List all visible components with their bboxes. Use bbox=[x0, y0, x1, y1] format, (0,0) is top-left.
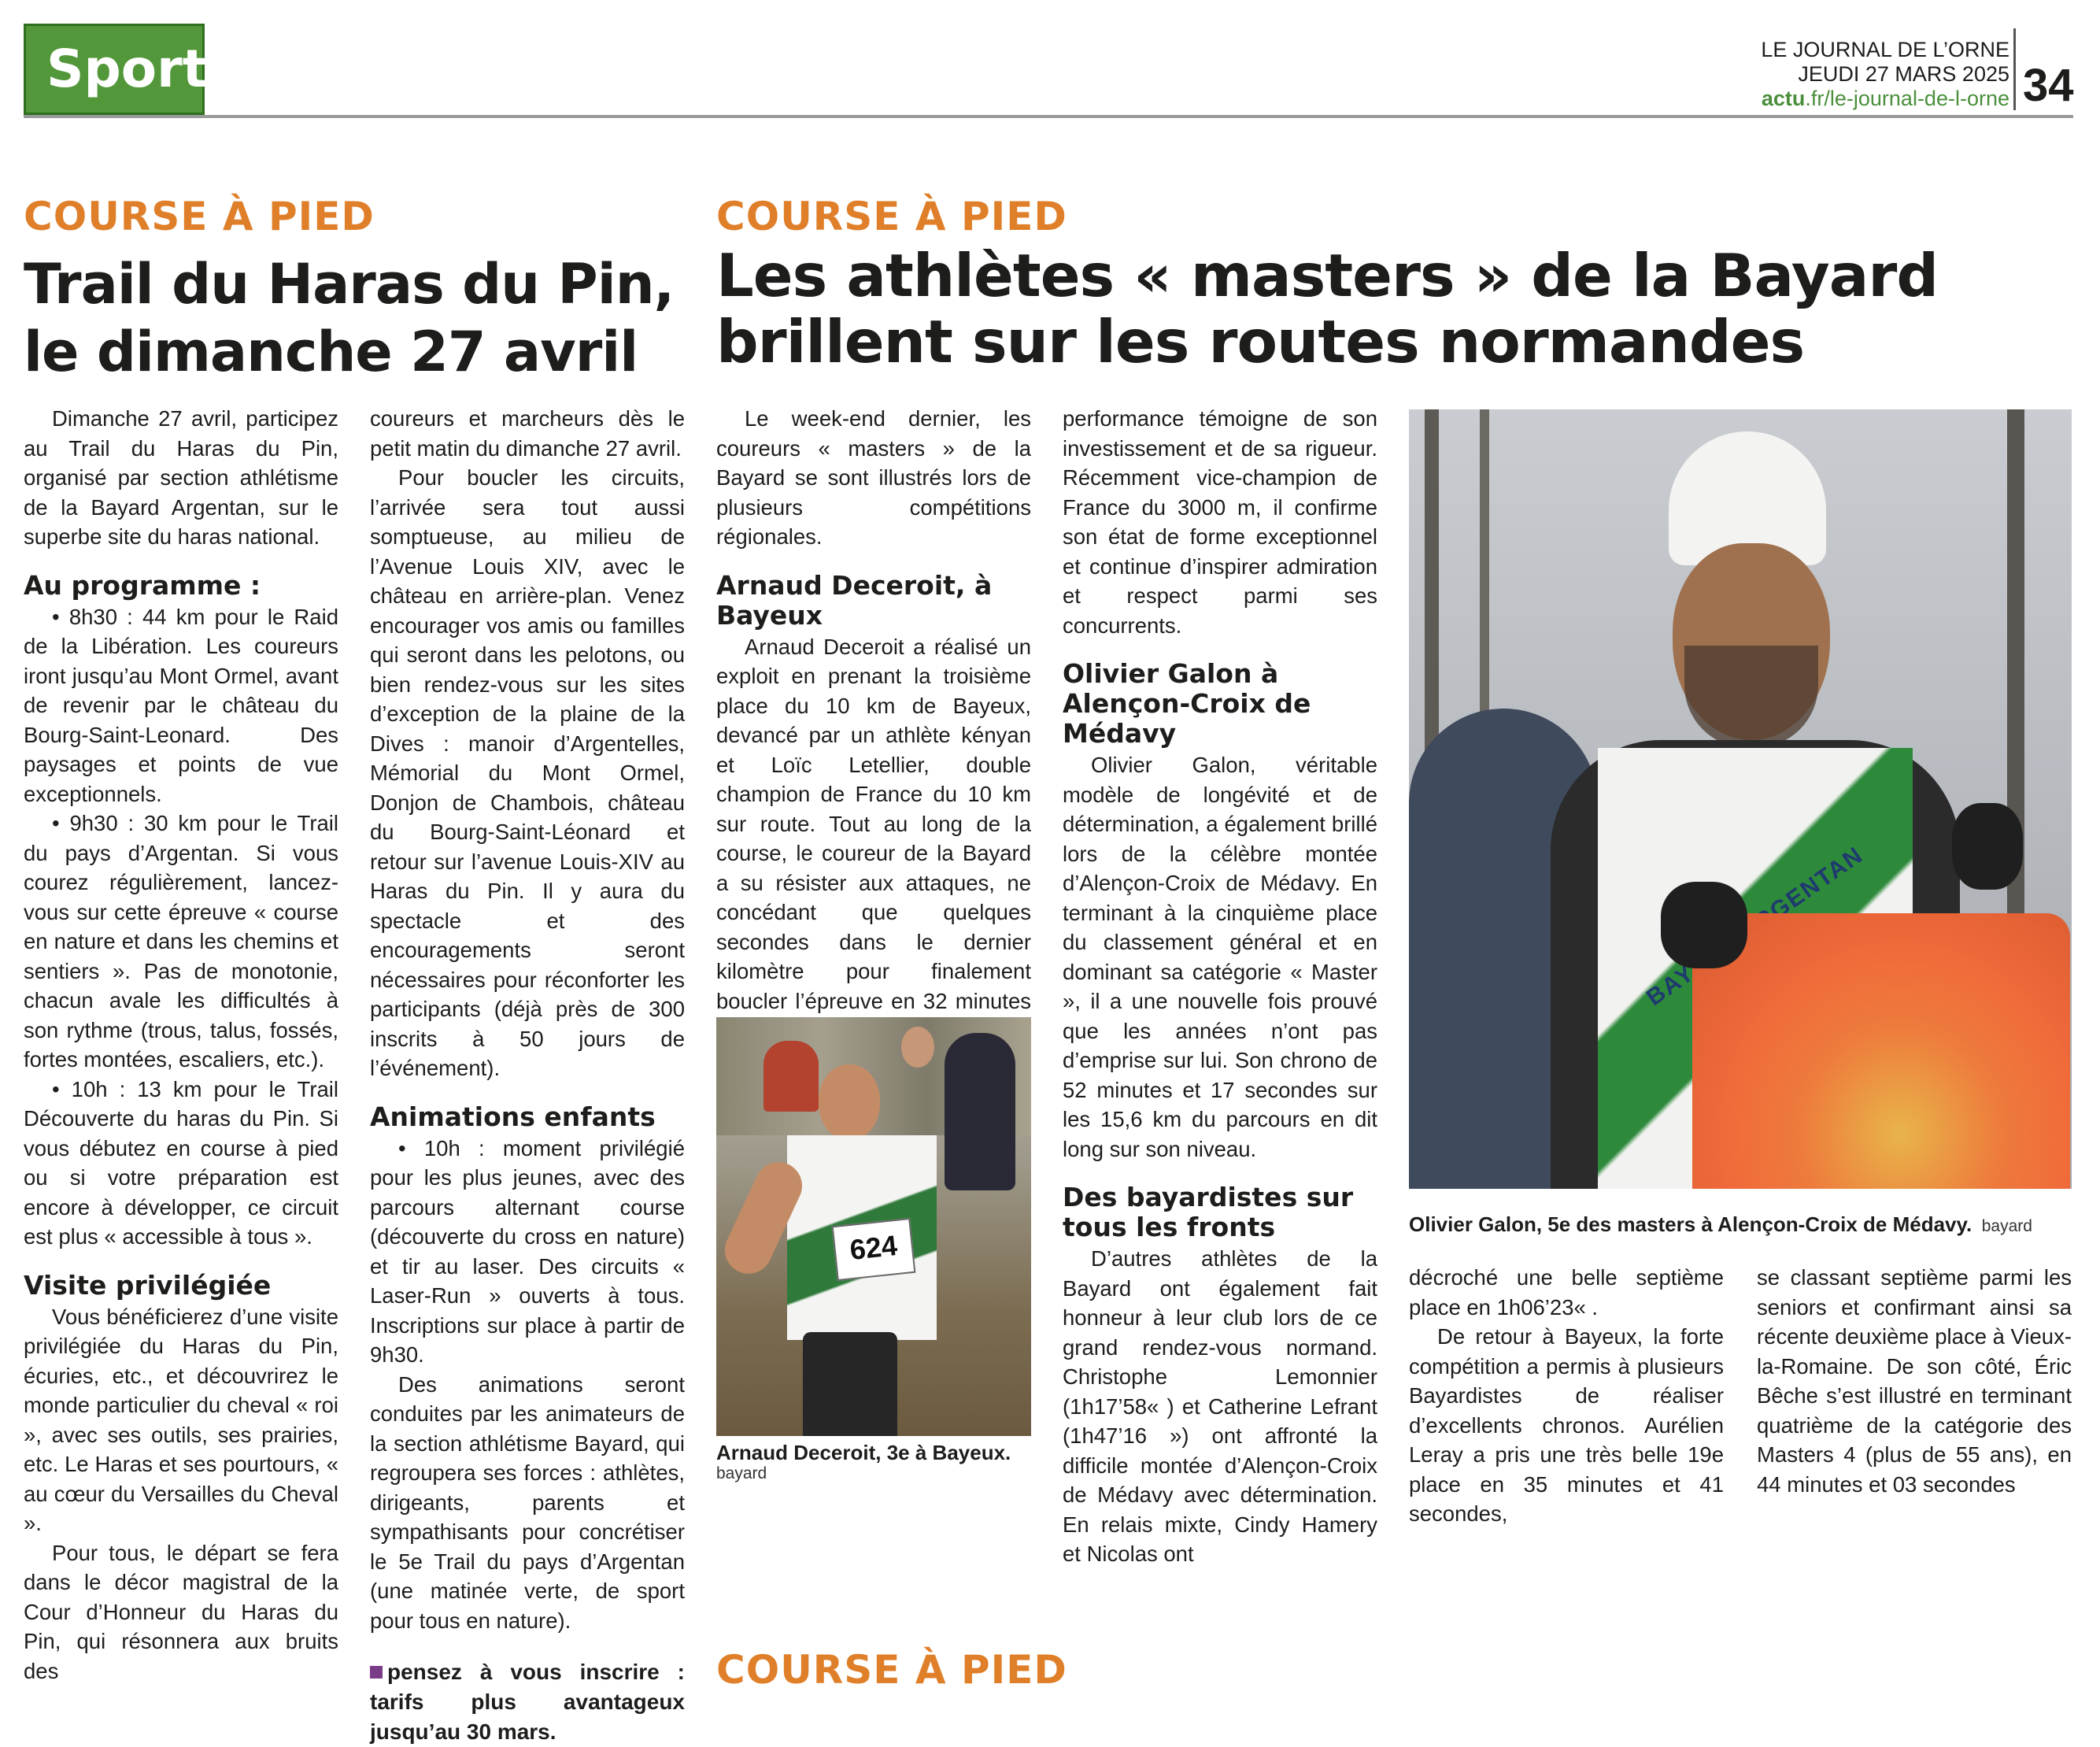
section-tag: Sport bbox=[24, 24, 205, 115]
site-url[interactable]: actu.fr/le-journal-de-l-orne bbox=[1761, 87, 2009, 110]
left-kicker: COURSE À PIED bbox=[24, 194, 375, 239]
paragraph: Olivier Galon, véritable modèle de longévité et de détermination, a également brillé lors de la célèbre montée d’Alençon-Croix de Médavy. En terminant à la cinquième place du classement général et en dominant sa catégorie « Master », il a une nouvelle fois prouvé que les années n’ont pas d’emprise sur lui. Son chrono de 52 minutes et 17 secondes sur les 15,6 km du parcours en dit long sur son niveau. bbox=[1063, 753, 1377, 1161]
subhead-animations: Animations enfants bbox=[370, 1101, 656, 1132]
subhead-programme: Au programme : bbox=[24, 569, 261, 601]
paragraph: • 10h : 13 km pour le Trail Découverte du haras du Pin. Si vous débutez en course à pied ou si votre préparation est encore à développer, ce circuit est plus « accessible à tous ». bbox=[24, 1076, 338, 1249]
caption-arnaud: Arnaud Deceroit, 3e à Bayeux. bayard bbox=[716, 1441, 1011, 1482]
paragraph: Arnaud Deceroit a réalisé un exploit en prenant la troisième place du 10 km de Bayeux, devancé par un athlète kényan et Loïc Letellier, double champion de France du 10 km sur route. Tout au long de la course, le coureur de la Bayard a su résister aux attaques, ne concédant que quelques secondes dans le dernier kilomètre pour finalement boucler l’épreuve en 32 minutes bbox=[716, 634, 1031, 1013]
photo-bib-number: 624 bbox=[832, 1218, 916, 1281]
paragraph: • 10h : moment privilégié pour les plus jeunes, avec des parcours alternant course (découverte du cross en nature) et tir au laser. Des circuits « Laser-Run » ouverts à tous. Inscriptions sur place à partir de 9h30. bbox=[370, 1135, 685, 1367]
header-rule bbox=[24, 115, 2073, 118]
paragraph: coureurs et marcheurs dès le petit matin du dimanche 27 avril. bbox=[370, 406, 685, 461]
masthead bbox=[1761, 38, 2009, 111]
paragraph: Des animations seront conduites par les animateurs de la section athlétisme Bayard, qui regroupera ses forces : athlètes, dirigeants, parents et sympathisants pour concrétiser le 5e Trail du pays d’Argentan (une matinée verte, de sport pour tous en nature). bbox=[370, 1371, 685, 1633]
photo-black-glove bbox=[1952, 803, 2023, 890]
paragraph: • 9h30 : 30 km pour le Trail du pays d’Argentan. Si vous courez régulièrement, lancez-vous sur cette épreuve « course en nature et dans les chemins et sentiers ». Pas de monotonie, chacun avale les difficultés à son rythme (trous, talus, fossés, fortes montées, escaliers, etc.). bbox=[24, 811, 338, 1072]
photo-crowd-figure bbox=[763, 1041, 819, 1112]
photo-arnaud-deceroit bbox=[716, 1017, 1031, 1436]
paragraph: D’autres athlètes de la Bayard ont également fait honneur à leur club lors de ce grand rendez-vous normand. Christophe Lemonnier (1h17’58« ) et Catherine Lefrant (1h47’16 ») ont affronté la difficile montée d’Alençon-Croix de Médavy avec détermination. En relais mixte, Cindy Hamery et Nicolas ont bbox=[1063, 1246, 1377, 1566]
left-column-1 bbox=[24, 404, 338, 1686]
photo-runner-head bbox=[819, 1064, 880, 1140]
subhead-deceroit: Arnaud Deceroit, à Bayeux bbox=[716, 569, 993, 631]
paragraph: Pour boucler les circuits, l’arrivée sera tout aussi somptueuse, au milieu de l’Avenue Louis XIV, avec le château en arrière-plan. Venez encourager vos amis ou familles qui seront dans les pelotons, ou bien rendez-vous sur les sites d’exception de la plaine de la Dives : manoir d’Argentelles, Mémorial du Mont Ormel, Donjon de Chambois, château du Bourg-Saint-Léonard et retour sur l’avenue Louis-XIV au Haras du Pin. Il y aura du spectacle et des encouragements seront nécessaires pour réconforter les participants (déjà près de 300 inscrits à 50 jours de l’événement). bbox=[370, 465, 685, 1080]
subhead-visite: Visite privilégiée bbox=[24, 1269, 272, 1301]
page-number: 34 bbox=[2023, 60, 2074, 111]
right-column-3 bbox=[1409, 1263, 1724, 1529]
photo-black-glove bbox=[1661, 882, 1747, 968]
photo-athlete-beard bbox=[1684, 646, 1818, 748]
photo-orange-cloth bbox=[1692, 913, 2070, 1189]
registration-note: pensez à vous inscrire : tarifs plus avantageux jusqu’au 30 mars. bbox=[370, 1660, 685, 1744]
bottom-kicker: COURSE À PIED bbox=[716, 1647, 1067, 1693]
subhead-galon: Olivier Galon à Alençon-Croix de Médavy bbox=[1063, 658, 1311, 749]
publication-name: LE JOURNAL DE L’ORNE bbox=[1761, 38, 2009, 61]
left-headline: Trail du Haras du Pin, le dimanche 27 avril bbox=[24, 252, 675, 384]
paragraph: Vous bénéficierez d’une visite privilégiée du Haras du Pin, écuries, etc., et découvrirez le monde particulier du cheval « roi », avec ses outils, ses prairies, etc. Le Haras et ses pourtours, « au cœur du Versailles du Cheval ». bbox=[24, 1304, 338, 1535]
right-column-2 bbox=[1063, 404, 1377, 1569]
right-column-1 bbox=[716, 404, 1031, 1046]
right-kicker: COURSE À PIED bbox=[716, 194, 1067, 239]
photo-vest-text: ARGENTAN bbox=[1734, 842, 1869, 946]
issue-date: JEUDI 27 MARS 2025 bbox=[1798, 62, 2009, 86]
left-column-2 bbox=[370, 404, 685, 1747]
page-number-rule bbox=[2013, 28, 2016, 110]
paragraph: Le week-end dernier, les coureurs « masters » de la Bayard se sont illustrés lors de plusieurs compétitions régionales. bbox=[716, 406, 1031, 549]
photo-olivier-galon bbox=[1409, 409, 2072, 1189]
paragraph: se classant septième parmi les seniors et confirmant ainsi sa récente deuxième place à Vieux-la-Romaine. De son côté, Éric Bêche s’est illustré en terminant quatrième de la catégorie des Masters 4 (plus de 55 ans), en 44 minutes et 03 secondes bbox=[1757, 1265, 2072, 1497]
photo-runner-shorts bbox=[803, 1332, 897, 1436]
paragraph: De retour à Bayeux, la forte compétition a permis à plusieurs Bayardistes de réaliser d’excellents chronos. Aurélien Leray a pris une très belle 19e place en 35 minutes et 41 secondes, bbox=[1409, 1324, 1724, 1526]
photo-runner-behind-head bbox=[901, 1027, 934, 1068]
paragraph: performance témoigne de son investissement et de sa rigueur. Récemment vice-champion de France du 3000 m, il confirme son état de forme exceptionnel et continue d’inspirer admiration et respect parmi ses concurrents. bbox=[1063, 406, 1377, 638]
right-column-4 bbox=[1757, 1263, 2072, 1499]
bullet-square-icon bbox=[370, 1666, 383, 1679]
paragraph: décroché une belle septième place en 1h06’23« . bbox=[1409, 1265, 1724, 1320]
caption-galon: Olivier Galon, 5e des masters à Alençon-Croix de Médavy. bayard bbox=[1409, 1212, 2032, 1236]
photo-runner-behind bbox=[945, 1033, 1015, 1190]
paragraph: Dimanche 27 avril, participez au Trail du Haras du Pin, organisé par section athlétisme de la Bayard Argentan, sur le superbe site du haras national. bbox=[24, 406, 338, 549]
paragraph: Pour tous, le départ se fera dans le décor magistral de la Cour d’Honneur du Haras du Pin, qui résonnera aux bruits des bbox=[24, 1540, 338, 1683]
subhead-bayardistes: Des bayardistes sur tous les fronts bbox=[1063, 1182, 1354, 1242]
paragraph: • 8h30 : 44 km pour le Raid de la Libération. Les coureurs iront jusqu’au Mont Ormel, avant de revenir par le château du Bourg-Saint-Leonard. Des paysages et points de vue exceptionnels. bbox=[24, 604, 338, 806]
right-headline: Les athlètes « masters » de la Bayard brillent sur les routes normandes bbox=[716, 241, 1939, 376]
